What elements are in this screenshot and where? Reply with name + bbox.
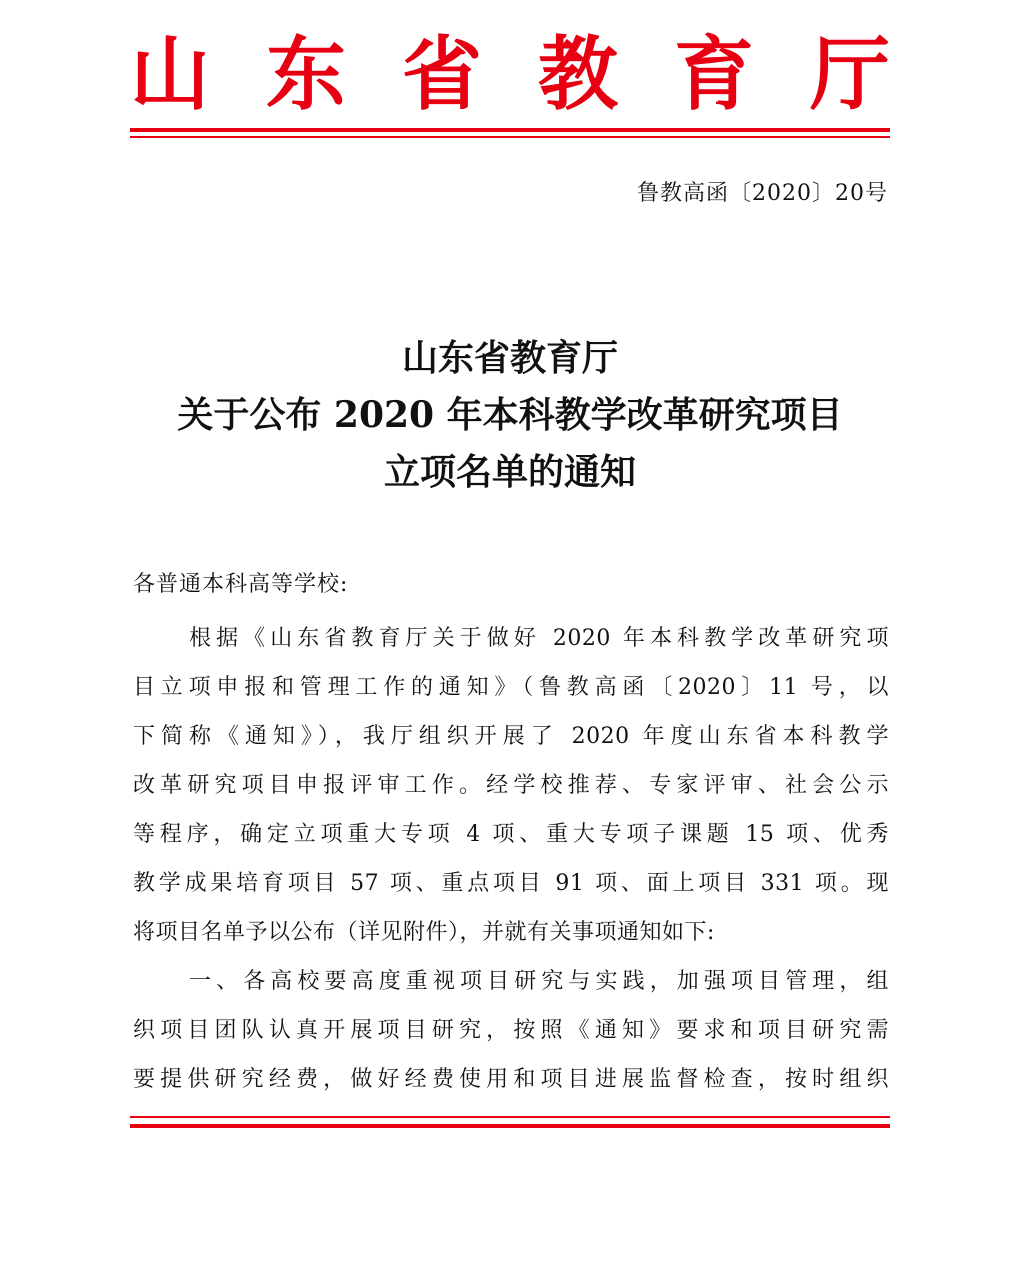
body-line: 目立项申报和管理工作的通知》（鲁教高函〔2020〕11 号，以 (133, 675, 889, 700)
masthead-char: 厅 (810, 27, 890, 121)
header-rule-thin (130, 136, 890, 138)
masthead-char: 教 (538, 27, 618, 121)
body-line: 下简称《通知》），我厅组织开展了 2020 年度山东省本科教学 (133, 724, 889, 749)
body-line: 教学成果培育项目 57 项、重点项目 91 项、面上项目 331 项。现 (133, 871, 889, 896)
body-line: 根据《山东省教育厅关于做好 2020 年本科教学改革研究项 (189, 626, 889, 651)
title-line: 立项名单的通知 (383, 451, 636, 493)
body-line: 要提供研究经费，做好经费使用和项目进展监督检查，按时组织 (133, 1067, 889, 1092)
footer-rule-thin (130, 1116, 890, 1118)
header-rule-thick (130, 128, 890, 132)
document-number: 鲁教高函〔2020〕20号 (637, 181, 888, 206)
title-line: 关于公布 2020 年本科教学改革研究项目 (177, 394, 843, 436)
document-title (130, 330, 890, 501)
masthead-char: 山 (130, 27, 210, 121)
masthead-char: 省 (402, 27, 482, 121)
masthead-char: 东 (266, 27, 346, 121)
body-line: 织项目团队认真开展项目研究，按照《通知》要求和项目研究需 (133, 1018, 889, 1043)
body-line: 将项目名单予以公布（详见附件），并就有关事项通知如下: (133, 920, 715, 945)
body-line: 一、各高校要高度重视项目研究与实践，加强项目管理，组 (189, 969, 889, 994)
salutation: 各普通本科高等学校: (133, 572, 349, 597)
masthead-char: 育 (674, 27, 754, 121)
body-line: 改革研究项目申报评审工作。经学校推荐、专家评审、社会公示 (133, 773, 889, 798)
body-text (133, 614, 889, 1104)
masthead (130, 28, 890, 120)
title-line: 山东省教育厅 (401, 337, 618, 379)
body-line: 等程序，确定立项重大专项 4 项、重大专项子课题 15 项、优秀 (133, 822, 889, 847)
footer-rule-thick (130, 1124, 890, 1128)
